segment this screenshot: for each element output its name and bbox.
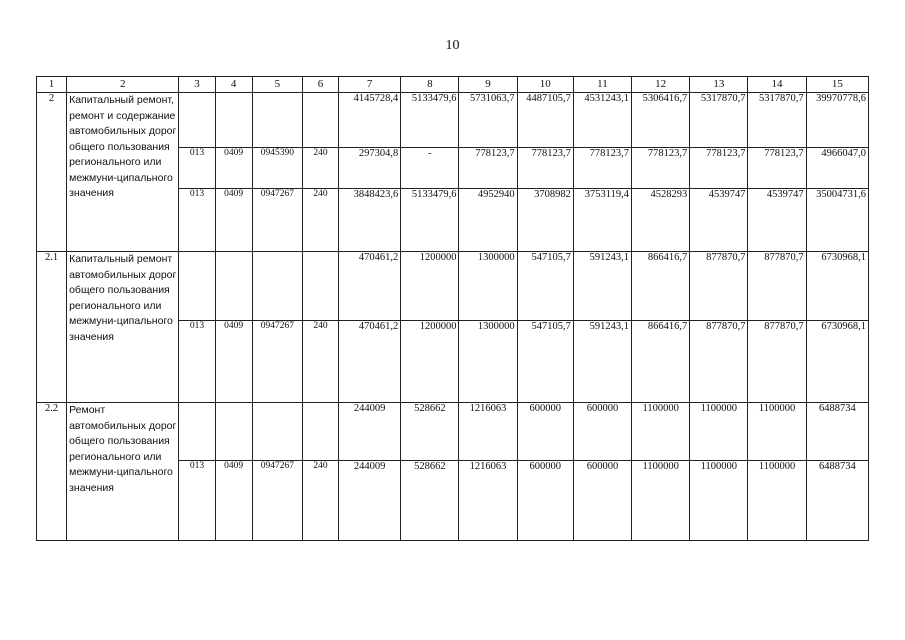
value-cell: 1100000 — [748, 403, 806, 461]
column-number-cell: 9 — [459, 77, 517, 93]
column-number-cell: 11 — [573, 77, 631, 93]
value-cell: 600000 — [573, 403, 631, 461]
cell-c3: 013 — [179, 189, 215, 252]
value-cell: 1200000 — [401, 321, 459, 403]
budget-table — [36, 76, 869, 541]
row-number: 2 — [37, 93, 67, 252]
column-number-cell: 6 — [302, 77, 338, 93]
cell-c3 — [179, 403, 215, 461]
value-cell: 877870,7 — [690, 252, 748, 321]
column-number-cell: 2 — [67, 77, 179, 93]
column-number-cell: 15 — [806, 77, 868, 93]
value-cell: 35004731,6 — [806, 189, 868, 252]
column-number-cell: 3 — [179, 77, 215, 93]
cell-c3: 013 — [179, 148, 215, 189]
value-cell: 877870,7 — [748, 252, 806, 321]
value-cell: 778123,7 — [690, 148, 748, 189]
value-cell: 778123,7 — [517, 148, 573, 189]
cell-c4 — [215, 403, 252, 461]
column-number-cell: 1 — [37, 77, 67, 93]
value-cell: 1100000 — [748, 461, 806, 541]
column-number-cell: 14 — [748, 77, 806, 93]
value-cell: 4539747 — [690, 189, 748, 252]
column-number-row — [37, 77, 869, 93]
column-number-cell: 8 — [401, 77, 459, 93]
cell-c4: 0409 — [215, 321, 252, 403]
column-number-cell: 13 — [690, 77, 748, 93]
cell-c5: 0945390 — [252, 148, 302, 189]
value-cell: 6730968,1 — [806, 321, 868, 403]
value-cell: 778123,7 — [573, 148, 631, 189]
value-cell: 1200000 — [401, 252, 459, 321]
cell-c4 — [215, 93, 252, 148]
value-cell: 4539747 — [748, 189, 806, 252]
table-row — [37, 403, 869, 461]
cell-c3 — [179, 252, 215, 321]
value-cell: 6730968,1 — [806, 252, 868, 321]
value-cell: 1100000 — [632, 403, 690, 461]
value-cell: 5306416,7 — [632, 93, 690, 148]
value-cell: 39970778,6 — [806, 93, 868, 148]
value-cell: 6488734 — [806, 403, 868, 461]
column-number-cell: 5 — [252, 77, 302, 93]
value-cell: 877870,7 — [690, 321, 748, 403]
value-cell: 1100000 — [632, 461, 690, 541]
value-cell: 528662 — [401, 403, 459, 461]
value-cell: 4966047,0 — [806, 148, 868, 189]
value-cell: 1100000 — [690, 461, 748, 541]
value-cell: 3848423,6 — [339, 189, 401, 252]
cell-c6 — [302, 403, 338, 461]
cell-c6: 240 — [302, 461, 338, 541]
cell-c4: 0409 — [215, 148, 252, 189]
value-cell: 3708982 — [517, 189, 573, 252]
value-cell: 1300000 — [459, 252, 517, 321]
value-cell: 1216063 — [459, 461, 517, 541]
value-cell: 528662 — [401, 461, 459, 541]
value-cell: 547105,7 — [517, 321, 573, 403]
value-cell: 547105,7 — [517, 252, 573, 321]
value-cell: 244009 — [339, 403, 401, 461]
value-cell: 5133479,6 — [401, 189, 459, 252]
value-cell: 4145728,4 — [339, 93, 401, 148]
value-cell: 591243,1 — [573, 321, 631, 403]
value-cell: 470461,2 — [339, 321, 401, 403]
cell-c6: 240 — [302, 148, 338, 189]
cell-c5 — [252, 252, 302, 321]
column-number-cell: 4 — [215, 77, 252, 93]
cell-c3 — [179, 93, 215, 148]
cell-c5: 0947267 — [252, 461, 302, 541]
value-cell: - — [401, 148, 459, 189]
value-cell: 778123,7 — [632, 148, 690, 189]
value-cell: 877870,7 — [748, 321, 806, 403]
value-cell: 600000 — [573, 461, 631, 541]
cell-c5: 0947267 — [252, 321, 302, 403]
value-cell: 5133479,6 — [401, 93, 459, 148]
row-number: 2.2 — [37, 403, 67, 541]
value-cell: 1216063 — [459, 403, 517, 461]
row-name: Капитальный ремонт, ремонт и содержание автомобильных дорог общего пользования регионального или межмуни-ципального значения — [67, 93, 179, 252]
value-cell: 5317870,7 — [690, 93, 748, 148]
value-cell: 470461,2 — [339, 252, 401, 321]
value-cell: 600000 — [517, 461, 573, 541]
value-cell: 4952940 — [459, 189, 517, 252]
cell-c6: 240 — [302, 321, 338, 403]
cell-c6 — [302, 252, 338, 321]
value-cell: 5317870,7 — [748, 93, 806, 148]
value-cell: 6488734 — [806, 461, 868, 541]
value-cell: 244009 — [339, 461, 401, 541]
value-cell: 4531243,1 — [573, 93, 631, 148]
value-cell: 778123,7 — [748, 148, 806, 189]
value-cell: 4487105,7 — [517, 93, 573, 148]
cell-c5 — [252, 93, 302, 148]
column-number-cell: 12 — [632, 77, 690, 93]
row-name: Капитальный ремонт автомобильных дорог общего пользования регионального или межмуни-ципального значения — [67, 252, 179, 403]
cell-c4: 0409 — [215, 461, 252, 541]
cell-c6 — [302, 93, 338, 148]
column-number-cell: 10 — [517, 77, 573, 93]
cell-c3: 013 — [179, 461, 215, 541]
cell-c4 — [215, 252, 252, 321]
value-cell: 866416,7 — [632, 252, 690, 321]
value-cell: 600000 — [517, 403, 573, 461]
cell-c4: 0409 — [215, 189, 252, 252]
page-number: 10 — [445, 38, 460, 53]
value-cell: 1300000 — [459, 321, 517, 403]
column-number-cell: 7 — [339, 77, 401, 93]
cell-c5: 0947267 — [252, 189, 302, 252]
value-cell: 5731063,7 — [459, 93, 517, 148]
cell-c3: 013 — [179, 321, 215, 403]
table-row — [37, 93, 869, 148]
cell-c6: 240 — [302, 189, 338, 252]
table-row — [37, 252, 869, 321]
row-name: Ремонт автомобильных дорог общего пользования регионального или межмуни-ципального значения — [67, 403, 179, 541]
value-cell: 591243,1 — [573, 252, 631, 321]
value-cell: 3753119,4 — [573, 189, 631, 252]
value-cell: 1100000 — [690, 403, 748, 461]
cell-c5 — [252, 403, 302, 461]
value-cell: 4528293 — [632, 189, 690, 252]
value-cell: 778123,7 — [459, 148, 517, 189]
value-cell: 866416,7 — [632, 321, 690, 403]
value-cell: 297304,8 — [339, 148, 401, 189]
row-number: 2.1 — [37, 252, 67, 403]
